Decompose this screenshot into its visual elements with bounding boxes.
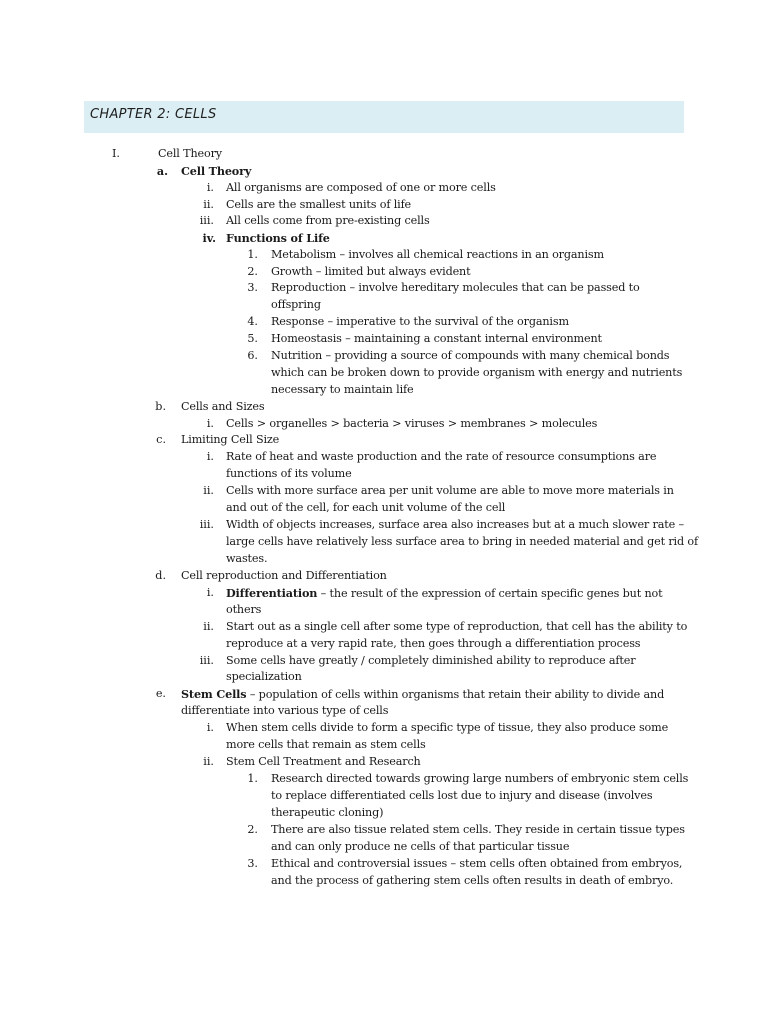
list-item-continuation: more cells that remain as stem cells <box>226 738 426 751</box>
list-item: Cells with more surface area per unit volume are able to move more materials in <box>226 484 674 497</box>
subsection-title-c: Limiting Cell Size <box>181 433 280 446</box>
numbered-item: Response – imperative to the survival of the organism <box>271 315 569 328</box>
list-marker: i. <box>206 721 214 734</box>
list-marker: ii. <box>203 755 214 768</box>
numbered-item-continuation: offspring <box>271 298 321 311</box>
numbered-item: Homeostasis – maintaining a constant internal environment <box>271 332 602 345</box>
numbered-marker: 5. <box>247 332 258 345</box>
list-item-continuation: and out of the cell, for each unit volume of the cell <box>226 501 506 514</box>
numbered-marker: 4. <box>247 315 258 328</box>
list-item-continuation: wastes. <box>226 552 268 565</box>
list-marker: i. <box>206 181 214 194</box>
list-item-continuation: others <box>226 603 262 616</box>
list-item: Some cells have greatly / completely diminished ability to reproduce after <box>226 654 636 667</box>
numbered-item-continuation: necessary to maintain life <box>271 383 414 396</box>
subsection-title-a: Cell Theory <box>181 164 252 178</box>
list-marker: iv. <box>202 231 216 245</box>
outline-marker-d: d. <box>155 569 166 582</box>
list-item: Cells are the smallest units of life <box>226 198 412 211</box>
numbered-item: Growth – limited but always evident <box>271 265 471 278</box>
list-item: Width of objects increases, surface area also increases but at a much slower rate – <box>226 518 684 531</box>
numbered-marker: 3. <box>247 281 258 294</box>
outline-marker-I: I. <box>112 147 120 160</box>
numbered-marker: 1. <box>247 248 258 261</box>
list-marker: iii. <box>199 518 214 531</box>
list-marker: ii. <box>203 620 214 633</box>
outline-marker-e: e. <box>155 687 166 700</box>
list-marker: ii. <box>203 484 214 497</box>
term-bold: Differentiation <box>226 586 318 600</box>
numbered-item: Nutrition – providing a source of compounds with many chemical bonds <box>271 349 670 362</box>
numbered-marker: 6. <box>247 349 258 362</box>
list-item-continuation: functions of its volume <box>226 467 352 480</box>
numbered-item-continuation: which can be broken down to provide organism with energy and nutrients <box>271 366 683 379</box>
list-item: All cells come from pre-existing cells <box>226 214 430 227</box>
chapter-banner <box>84 101 684 133</box>
list-item-continuation: large cells have relatively less surface area to bring in needed material and get rid of <box>226 535 698 548</box>
term-definition: – the result of the expression of certain specific genes but not <box>317 587 663 600</box>
numbered-marker: 3. <box>247 857 258 870</box>
list-item: Stem Cell Treatment and Research <box>226 755 421 768</box>
subsection-title-b: Cells and Sizes <box>181 400 265 413</box>
term-definition: – population of cells within organisms that retain their ability to divide and <box>246 688 665 701</box>
numbered-item-continuation: to replace differentiated cells lost due to injury and disease (involves <box>271 789 653 802</box>
outline-marker-b: b. <box>155 400 166 413</box>
outline-marker-a: a. <box>156 164 168 178</box>
list-item: Rate of heat and waste production and the rate of resource consumptions are <box>226 450 657 463</box>
numbered-marker: 1. <box>247 772 258 785</box>
subsection-title-d: Cell reproduction and Differentiation <box>181 569 387 582</box>
numbered-item: Ethical and controversial issues – stem cells often obtained from embryos, <box>271 857 683 870</box>
list-item-heading: Functions of Life <box>226 231 330 245</box>
outline-marker-c: c. <box>156 433 166 446</box>
list-item: When stem cells divide to form a specific type of tissue, they also produce some <box>226 721 669 734</box>
list-marker: iii. <box>199 214 214 227</box>
numbered-marker: 2. <box>247 265 258 278</box>
chapter-title: CHAPTER 2: CELLS <box>90 107 217 122</box>
section-title-I: Cell Theory <box>158 147 222 160</box>
numbered-item: Research directed towards growing large numbers of embryonic stem cells <box>271 772 689 785</box>
numbered-marker: 2. <box>247 823 258 836</box>
list-item: Cells > organelles > bacteria > viruses > membranes > molecules <box>226 417 598 430</box>
numbered-item-continuation: and the process of gathering stem cells often results in death of embryo. <box>271 874 674 887</box>
list-item: Start out as a single cell after some type of reproduction, that cell has the ability to <box>226 620 688 633</box>
numbered-item-continuation: and can only produce ne cells of that particular tissue <box>271 840 570 853</box>
list-marker: ii. <box>203 198 214 211</box>
list-item-continuation: specialization <box>226 670 302 683</box>
list-item <box>226 586 662 601</box>
list-marker: i. <box>206 586 214 599</box>
numbered-item: There are also tissue related stem cells. They reside in certain tissue types <box>271 823 685 836</box>
list-item-continuation: reproduce at a very rapid rate, then goes through a differentiation process <box>226 637 641 650</box>
numbered-item: Metabolism – involves all chemical reactions in an organism <box>271 248 604 261</box>
numbered-item: Reproduction – involve hereditary molecules that can be passed to <box>271 281 640 294</box>
subsection-continuation: differentiate into various type of cells <box>181 704 389 717</box>
subsection-title-e <box>181 687 664 702</box>
list-item: All organisms are composed of one or more cells <box>226 181 496 194</box>
list-marker: i. <box>206 417 214 430</box>
list-marker: i. <box>206 450 214 463</box>
term-bold: Stem Cells <box>181 687 247 701</box>
list-marker: iii. <box>199 654 214 667</box>
numbered-item-continuation: therapeutic cloning) <box>271 806 384 819</box>
